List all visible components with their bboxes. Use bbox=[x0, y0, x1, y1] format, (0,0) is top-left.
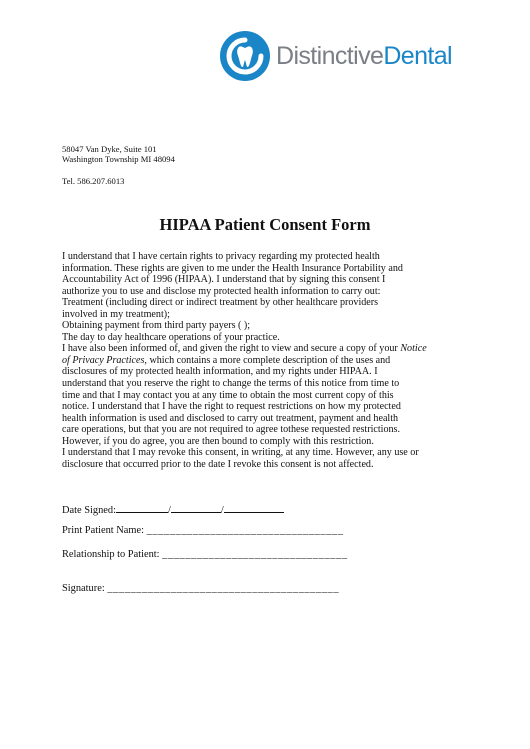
signature-label: Signature: bbox=[62, 583, 105, 594]
body-line: authorize you to use and disclose my protected health information to carry out: bbox=[62, 285, 381, 297]
date-signed-field[interactable] bbox=[62, 502, 284, 516]
tooth-icon bbox=[219, 30, 271, 82]
notice-suffix: , which contains a more complete description of the uses and bbox=[144, 354, 391, 366]
date-year-blank[interactable] bbox=[224, 502, 284, 513]
body-line: disclosure that occurred prior to the date I revoke this consent is not affected. bbox=[62, 458, 374, 470]
date-separator: / bbox=[167, 505, 171, 516]
body-line: I understand that I have certain rights to privacy regarding my protected health bbox=[62, 251, 380, 262]
body-line: care operations, but that you are not required to agree tothese requested restrictions. bbox=[62, 424, 401, 436]
patient-name-field[interactable] bbox=[62, 525, 344, 536]
body-line: disclosures of my protected health information, and my rights under HIPAA. I bbox=[62, 366, 378, 378]
patient-name-label: Print Patient Name: bbox=[62, 525, 144, 536]
body-line: I understand that I may revoke this consent, in writing, at any time. However, any use or bbox=[62, 447, 419, 459]
address bbox=[62, 145, 175, 164]
body-line bbox=[62, 355, 467, 367]
signature-blank[interactable]: ________________________________________ bbox=[107, 583, 340, 594]
signature-field[interactable] bbox=[62, 583, 339, 594]
date-separator: / bbox=[220, 505, 224, 516]
date-day-blank[interactable] bbox=[171, 502, 221, 513]
body-line: understand that you reserve the right to change the terms of this notice from time to bbox=[62, 378, 400, 390]
body-line: Accountability Act of 1996 (HIPAA). I understand that by signing this consent I bbox=[62, 274, 386, 286]
body-line: Obtaining payment from third party payers ( ); bbox=[62, 320, 251, 332]
body-line bbox=[62, 343, 467, 355]
relationship-field[interactable] bbox=[62, 549, 348, 560]
notice-prefix: I have also been informed of, and given the right to view and secure a copy of your bbox=[62, 343, 398, 355]
address-line-2: Washington Township MI 48094 bbox=[62, 153, 175, 164]
telephone: Tel. 586.207.6013 bbox=[62, 176, 125, 186]
notice-italic-1: Notice bbox=[400, 343, 427, 355]
body-line: However, if you do agree, you are then bound to comply with this restriction. bbox=[62, 435, 374, 447]
relationship-blank[interactable]: ________________________________ bbox=[162, 549, 348, 560]
body-line: Treatment (including direct or indirect treatment by other healthcare providers bbox=[62, 297, 379, 309]
body-line: time and that I may contact you at any time to obtain the most current copy of this bbox=[62, 389, 394, 401]
patient-name-blank[interactable]: __________________________________ bbox=[146, 525, 344, 536]
consent-body bbox=[62, 251, 467, 470]
notice-italic-2: of Privacy Practices bbox=[62, 354, 145, 366]
date-signed-label: Date Signed: bbox=[62, 505, 116, 516]
date-month-blank[interactable] bbox=[116, 502, 168, 513]
logo bbox=[219, 30, 452, 82]
body-line: involved in my treatment); bbox=[62, 308, 170, 320]
brand-name bbox=[276, 42, 452, 71]
page-title: HIPAA Patient Consent Form bbox=[159, 215, 371, 234]
address-line-1: 58047 Van Dyke, Suite 101 bbox=[62, 144, 157, 154]
brand-second: Dental bbox=[383, 41, 452, 70]
body-line: notice. I understand that I have the right to request restrictions on how my protected bbox=[62, 401, 401, 413]
brand-first: Distinctive bbox=[276, 41, 384, 70]
body-line: The day to day healthcare operations of your practice. bbox=[62, 331, 280, 343]
body-line: health information is used and disclosed to carry out treatment, payment and health bbox=[62, 412, 399, 424]
body-line: information. These rights are given to me under the Health Insurance Portability and bbox=[62, 262, 403, 274]
relationship-label: Relationship to Patient: bbox=[62, 549, 160, 560]
